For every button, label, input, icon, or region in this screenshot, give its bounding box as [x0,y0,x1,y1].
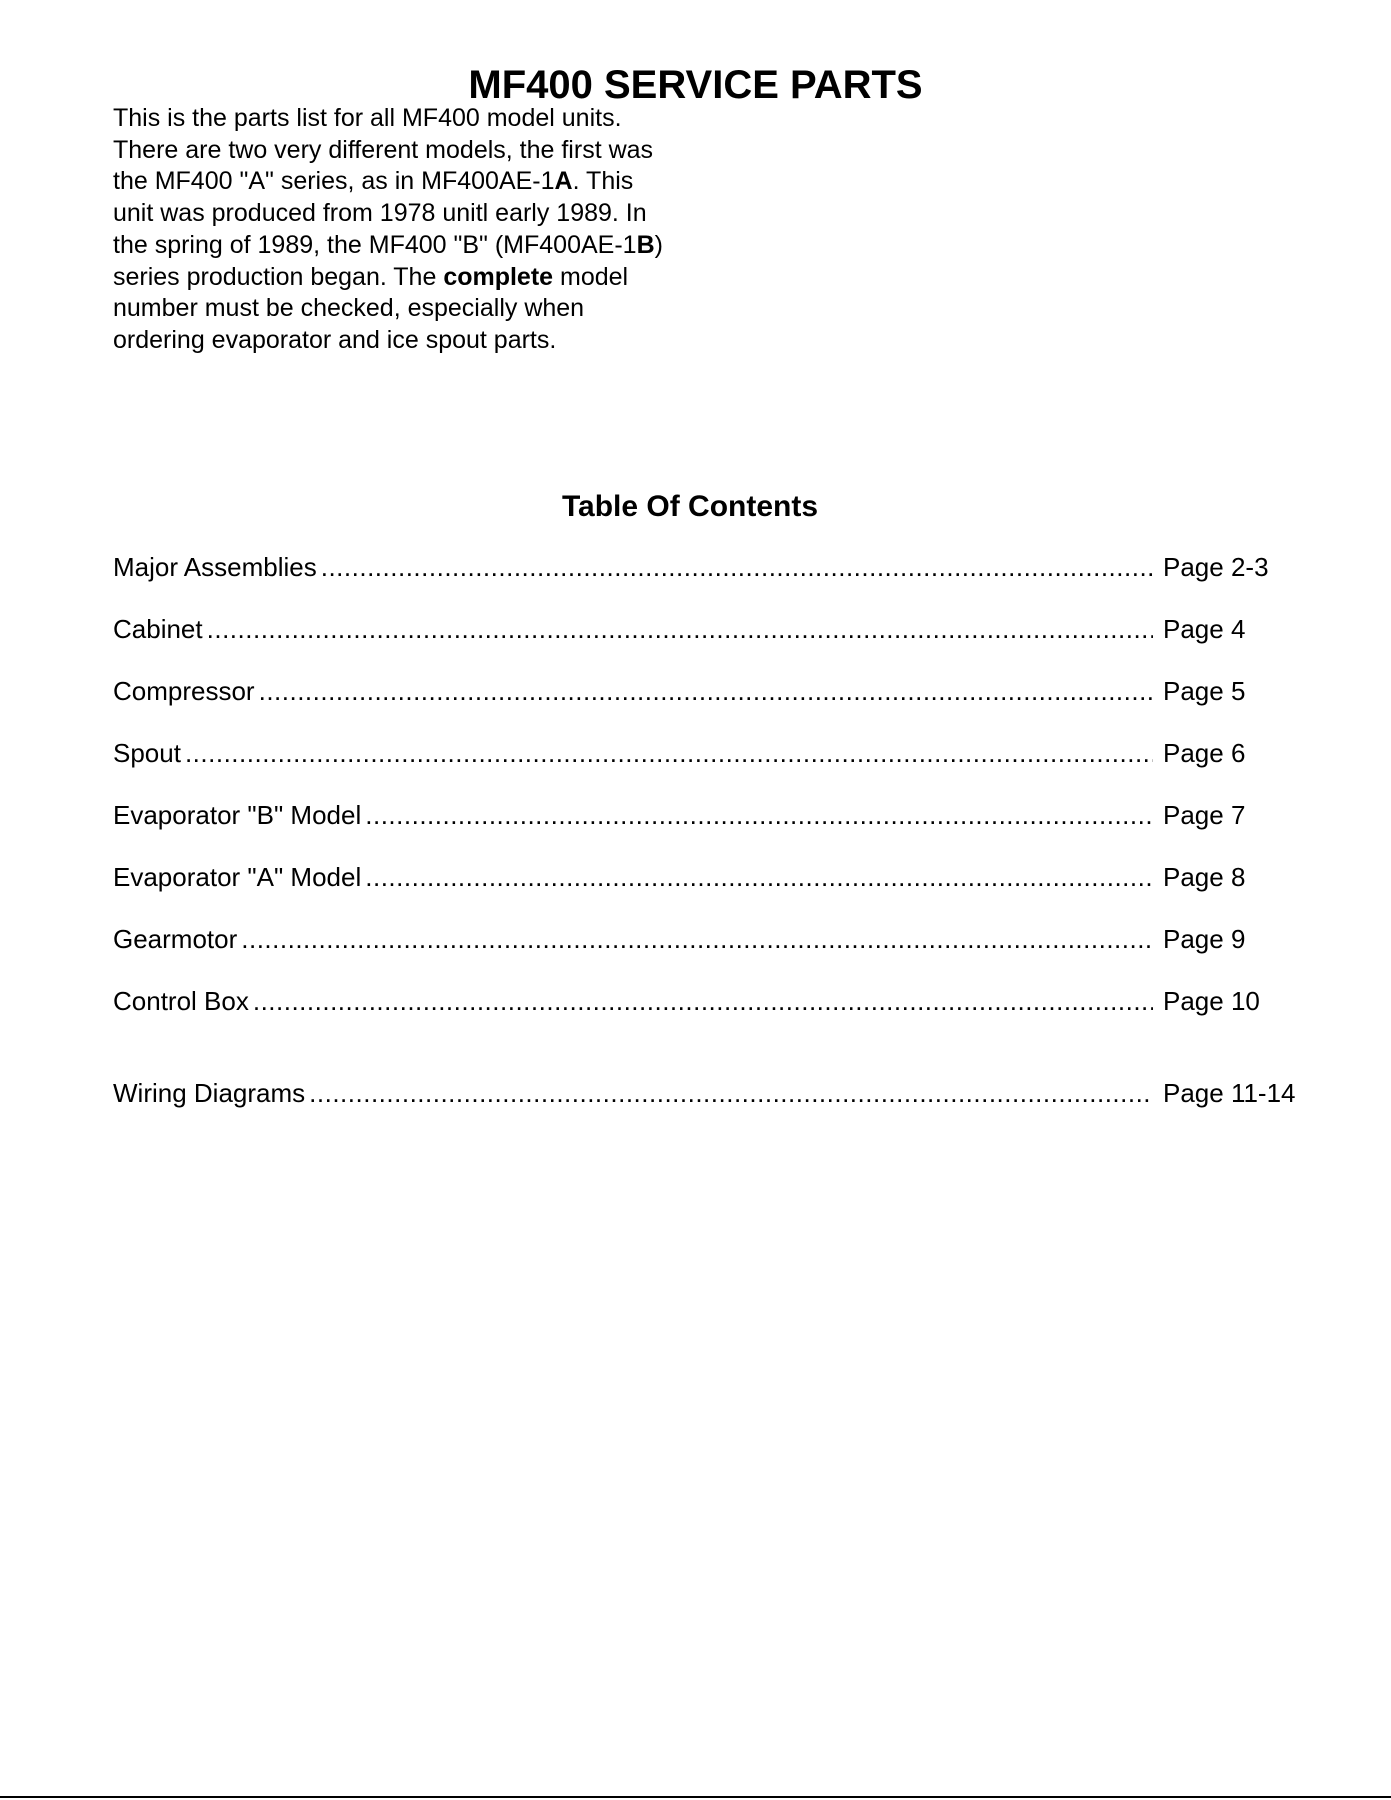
intro-text-segment: model number must be checked, especially when ordering evaporator and ice spout parts. [113,262,629,354]
toc-dot-leader [365,861,1153,893]
toc-item-page: Page 11-14 [1163,1078,1296,1108]
model-suffix-b: B [636,230,655,259]
toc-item-page: Page 6 [1163,738,1246,768]
intro-text-segment: There are two very different models, the first was the MF400 "A" series, as in MF400AE-1 [113,135,654,196]
toc-item-page: Page 7 [1163,800,1246,830]
intro-text [113,103,673,357]
toc-dot-leader [365,799,1153,831]
toc-item-spout[interactable] [113,737,1313,769]
model-suffix-a: A [554,167,573,196]
toc-heading: Table Of Contents [561,490,819,523]
toc-item-label: Evaporator "A" Model [113,862,362,892]
toc-item-label: Spout [113,738,181,768]
toc-item-label: Evaporator "B" Model [113,800,362,830]
toc-item-label: Cabinet [113,614,203,644]
toc-item-page: Page 8 [1163,862,1246,892]
intro-text-segment: ) series production began. The [113,230,663,291]
page-title: MF400 SERVICE PARTS [468,63,923,107]
toc-item-label: Compressor [113,676,255,706]
toc-dot-leader [241,923,1153,955]
toc-item-label: Gearmotor [113,924,238,954]
toc-item-compressor[interactable] [113,675,1313,707]
toc-dot-leader [259,675,1153,707]
toc-item-page: Page 9 [1163,924,1246,954]
toc-item-page: Page 4 [1163,614,1246,644]
toc-item-gearmotor[interactable] [113,923,1313,955]
toc-dot-leader [185,737,1153,769]
emphasis-complete: complete [443,262,554,291]
toc-item-evaporator-a[interactable] [113,861,1313,893]
toc-item-cabinet[interactable] [113,613,1313,645]
toc-dot-leader [321,551,1153,583]
toc-item-label: Major Assemblies [113,552,317,582]
toc-item-evaporator-b[interactable] [113,799,1313,831]
intro-text-segment: . This unit was produced from 1978 unitl early 1989. In the spring of 1989, the MF400 "B" (MF400AE-1 [113,167,647,259]
intro-paragraph-2 [113,135,673,357]
toc-item-page: Page 5 [1163,676,1246,706]
toc-item-label: Control Box [113,986,249,1016]
toc-item-label: Wiring Diagrams [113,1078,306,1108]
toc-item-major-assemblies[interactable] [113,551,1313,583]
toc-dot-leader [253,985,1153,1017]
toc-item-page: Page 2-3 [1163,552,1269,582]
toc-dot-leader [207,613,1153,645]
toc-dot-leader [309,1077,1153,1109]
toc-item-page: Page 10 [1163,986,1260,1016]
bottom-divider [0,1796,1391,1798]
intro-paragraph-1: This is the parts list for all MF400 model units. [113,104,622,132]
toc-item-wiring-diagrams[interactable] [113,1077,1313,1109]
toc-item-control-box[interactable] [113,985,1313,1017]
